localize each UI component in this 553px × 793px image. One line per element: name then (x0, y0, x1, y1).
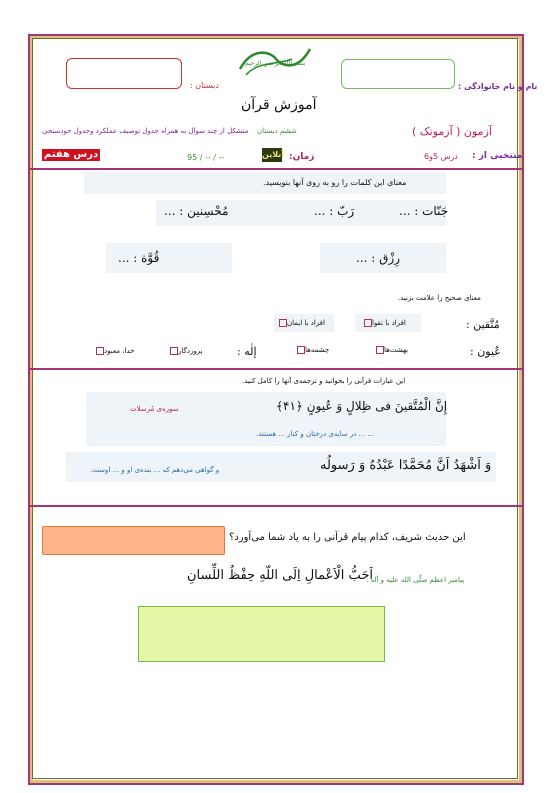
exam-description: متشکل از چند سوال به همراه جدول توصیف عملکرد وجدول خودسنجی (42, 127, 249, 135)
checkbox-icon[interactable] (297, 346, 305, 354)
word-elah: إلٰه : (237, 345, 257, 358)
section1-instruction: معنای این کلمات را رو به روی آنها بنویسید. (263, 178, 407, 187)
word-mottaqin: مُتَّقین : (466, 318, 500, 331)
option-khoda[interactable]: خدا، معبود (94, 347, 134, 355)
name-field[interactable] (341, 59, 455, 89)
divider (30, 168, 522, 170)
checkbox-icon[interactable] (364, 319, 372, 327)
checkbox-icon[interactable] (96, 347, 104, 355)
verse1-translation: ... ... در سایه‌ی درختان و کنار ... هستند. (256, 430, 375, 438)
school-name: ششم دبستان (257, 127, 297, 135)
lessons-text: درس 5و6 (424, 152, 458, 161)
section2-instruction: معنای صحیح را علامت بزنید. (398, 294, 481, 302)
divider (30, 505, 522, 507)
option-taqwa[interactable]: افراد با تقوا (362, 319, 406, 327)
checkbox-icon[interactable] (376, 346, 384, 354)
divider (30, 368, 522, 370)
word-oyun: عُیون : (470, 345, 501, 358)
option-iman[interactable]: افراد با ایمان (277, 319, 325, 327)
word-rizq: رِزْق : ... (356, 251, 401, 265)
name-label: نام و نام خانوادگی : (458, 82, 538, 91)
time-label: زمان: (289, 152, 315, 162)
word-mohsenin: مُحْسِنین : ... (164, 204, 229, 218)
option-parvardegar[interactable]: پروردگار (168, 347, 203, 355)
checkbox-icon[interactable] (279, 319, 287, 327)
hadith-narrator: پیامبر اعظم صلّی الله علیه و آله : (366, 576, 465, 584)
school-label: دبستان : (190, 81, 219, 90)
sura-name: سوره‌ی مُرسلات (130, 405, 179, 413)
hadith-text: اَحَبُّ الْاَعْمالِ اِلَی اللّهِ حِفْظُ اللِّسانِ (187, 568, 373, 583)
calligraphy-logo (236, 41, 314, 81)
answer-box-green[interactable] (138, 606, 385, 662)
option-behesht[interactable]: بهشت‌ها (374, 346, 408, 354)
school-field[interactable] (66, 58, 182, 89)
subject-title: آموزش قرآن (241, 97, 317, 113)
option-cheshme[interactable]: چشمه‌ها (295, 346, 329, 354)
verse-mottaqin: إِنَّ الْمُتَّقینَ فی ظِلالٍ وَ عُیونٍ ﴿۴۱﴾ (276, 399, 448, 413)
checkbox-icon[interactable] (170, 347, 178, 355)
verse2-translation: و گواهی می‌دهم که ... بنده‌ی او و ... اوست. (90, 466, 220, 474)
section3-instruction: این عبارات قرآنی را بخوانید و ترجمه‌ی آنها را کامل کنید. (242, 377, 406, 385)
word-quwwa: قُوَّة : ... (118, 251, 160, 265)
exam-date: 95 / -- / -- (187, 153, 225, 162)
word-rabb: رَبّ : ... (314, 204, 355, 218)
answer-box[interactable] (42, 526, 225, 555)
word-jannat: جَنّات : ... (399, 204, 449, 218)
time-badge: آنلاین (262, 148, 282, 162)
verse-shahada: وَ اَشْهَدُ اَنَّ مُحَمَّدًا عَبْدُهُ وَ رَسولُه (320, 458, 492, 473)
exam-title: آزمون ( آزمونک ) (412, 125, 492, 138)
section4-question: این حدیث شریف، کدام پیام قرآنی را به یاد شما می‌آورد؟ (229, 532, 466, 543)
score-banner: درس هفتم (43, 149, 99, 160)
svg-text:بسم الله الرحمن الرحیم: بسم الله الرحمن الرحیم (244, 60, 306, 67)
selected-label: منتخبی از : (472, 151, 523, 161)
